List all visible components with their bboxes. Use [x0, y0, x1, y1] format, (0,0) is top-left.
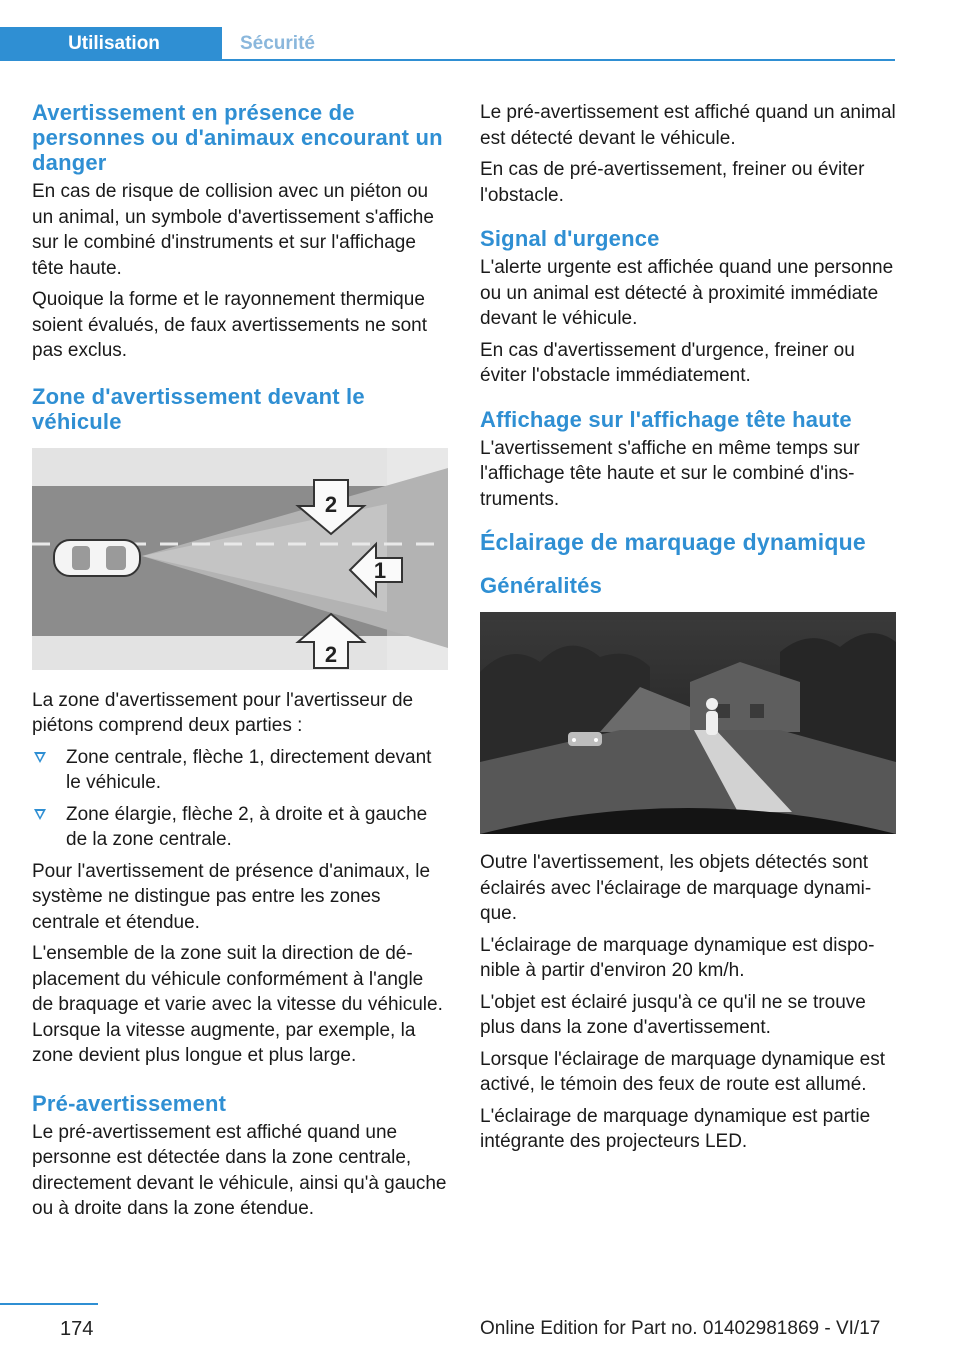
paragraph: Lorsque l'éclairage de marquage dynamique est activé, le témoin des feux de route est allumé. [480, 1048, 885, 1095]
warning-zone-diagram [32, 448, 448, 670]
heading-warning-zone: Zone d'avertissement devant le véhicule [32, 383, 365, 434]
paragraph: Le pré-avertissement est affiché quand un animal est détecté devant le véhicule. [480, 102, 896, 149]
paragraph: L'éclairage de marquage dynamique est disponible à partir d'environ 20 km/h. [480, 934, 875, 981]
distant-car-icon [568, 732, 602, 746]
paragraph: L'éclairage de marquage dynamique est partie intégrante des projecteurs LED. [480, 1105, 871, 1152]
paragraph: Outre l'avertissement, les objets détectés sont éclairés avec l'éclairage de marquage dynamique. [480, 852, 872, 924]
edition-note: Online Edition for Part no. 01402981869 - VI/17 [480, 1318, 881, 1339]
footer-rule [0, 1303, 98, 1305]
heading-pre-warning: Pré-avertissement [32, 1090, 227, 1116]
paragraph: L'avertissement s'affiche en même temps sur l'affichage tête haute et sur le combiné d'instruments. [480, 437, 860, 510]
list-item: Zone élargie, flèche 2, à droite et à gauche de la zone centrale. [32, 802, 448, 853]
tab-securite[interactable]: Sécurité [240, 33, 315, 54]
top-navigation [0, 27, 895, 61]
paragraph: Le pré-avertissement est affiché quand une personne est détectée dans la zone centrale, directement devant le véhicule, ainsi qu'à gauche ou à droite dans la zone étendue. [32, 1121, 447, 1219]
bullet-triangle-icon [34, 809, 46, 820]
paragraph: En cas d'avertissement d'urgence, freiner ou éviter l'obstacle immédiatement. [480, 339, 855, 386]
header-rule [0, 59, 895, 61]
paragraph: Pour l'avertissement de présence d'animaux, le système ne distingue pas entre les zones centrale et étendue. [32, 860, 431, 933]
heading-pedestrian-warning: Avertissement en présence de personnes ou d'animaux encourant un danger [32, 100, 443, 175]
bullet-triangle-icon [34, 752, 46, 763]
arrow-2-top-label: 2 [324, 491, 338, 517]
paragraph: En cas de risque de collision avec un piéton ou un animal, un symbole d'avertissement s'affiche sur le combiné d'instruments et sur l'affichage tête haute. [32, 181, 434, 279]
heading-dynamic-light-spot: Éclairage de marquage dynamique [480, 529, 866, 555]
heading-emergency-signal: Signal d'urgence [480, 226, 660, 251]
pedestrian-icon [706, 698, 718, 735]
paragraph: Quoique la forme et le rayonnement thermique soient évalués, de faux avertissements ne sont pas exclus. [32, 289, 428, 361]
tab-utilisation[interactable]: Utilisation [0, 27, 222, 61]
left-column [32, 100, 448, 1228]
paragraph: En cas de pré-avertissement, freiner ou éviter l'obstacle. [480, 159, 865, 206]
heading-head-up-display: Affichage sur l'affichage tête haute [480, 406, 852, 432]
night-scene-illustration [480, 612, 896, 834]
arrow-2-bottom-label: 2 [324, 641, 338, 667]
zone-list [32, 745, 448, 853]
list-item: Zone centrale, flèche 1, directement devant le véhicule. [32, 745, 448, 796]
heading-general: Généralités [480, 573, 603, 598]
paragraph: La zone d'avertissement pour l'avertisseur de piétons comprend deux parties : [32, 689, 414, 736]
paragraph: L'objet est éclairé jusqu'à ce qu'il ne se trouve plus dans la zone d'avertissement. [480, 991, 866, 1038]
paragraph: L'ensemble de la zone suit la direction de déplacement du véhicule conformément à l'angle de braquage et varie avec la vitesse du véhicule. Lorsque la vitesse augmente, par exemple, la zone devient plus longue et plus large. [32, 943, 443, 1066]
page-number: 174 [60, 1318, 94, 1340]
arrow-1-label: 1 [373, 557, 387, 583]
right-column [480, 100, 896, 1161]
paragraph: L'alerte urgente est affichée quand une personne ou un animal est détecté à proximité immédiate devant le véhicule. [480, 257, 894, 329]
car-icon [54, 540, 140, 576]
